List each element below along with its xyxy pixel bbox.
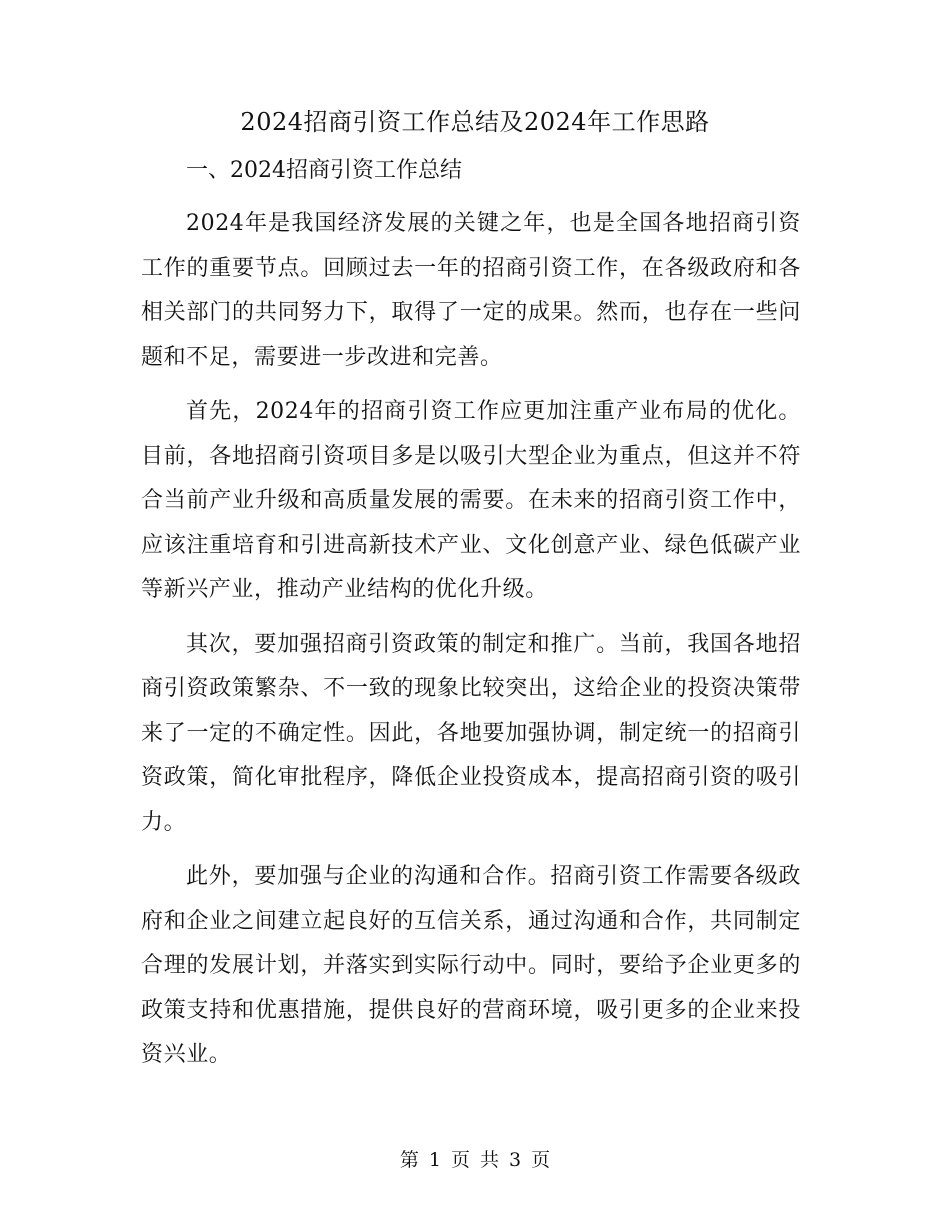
section-heading: 一、2024招商引资工作总结 bbox=[186, 158, 462, 183]
document-body bbox=[141, 152, 801, 1078]
paragraph-2: 首先，2024年的招商引资工作应更加注重产业布局的优化。目前，各地招商引资项目多是以吸引大型企业为重点，但这并不符合当前产业升级和高质量发展的需要。在未来的招商引资工作中，应该注重培育和引进高新技术产业、文化创意产业、绿色低碳产业等新兴产业，推动产业结构的优化升级。 bbox=[141, 399, 801, 602]
paragraph-4: 此外，要加强与企业的沟通和合作。招商引资工作需要各级政府和企业之间建立起良好的互信关系，通过沟通和合作，共同制定合理的发展计划，并落实到实际行动中。同时，要给予企业更多的政策支持和优惠措施，提供良好的营商环境，吸引更多的企业来投资兴业。 bbox=[141, 864, 801, 1067]
paragraph-1: 2024年是我国经济发展的关键之年，也是全国各地招商引资工作的重要节点。回顾过去一年的招商引资工作，在各级政府和各相关部门的共同努力下，取得了一定的成果。然而，也存在一些问题和不足，需要进一步改进和完善。 bbox=[141, 211, 801, 370]
page-footer: 第 1 页 共 3 页 bbox=[399, 1149, 551, 1171]
document-title: 2024招商引资工作总结及2024年工作思路 bbox=[240, 108, 710, 136]
paragraph-3: 其次，要加强招商引资政策的制定和推广。当前，我国各地招商引资政策繁杂、不一致的现象比较突出，这给企业的投资决策带来了一定的不确定性。因此，各地要加强协调，制定统一的招商引资政策，简化审批程序，降低企业投资成本，提高招商引资的吸引力。 bbox=[141, 631, 801, 835]
